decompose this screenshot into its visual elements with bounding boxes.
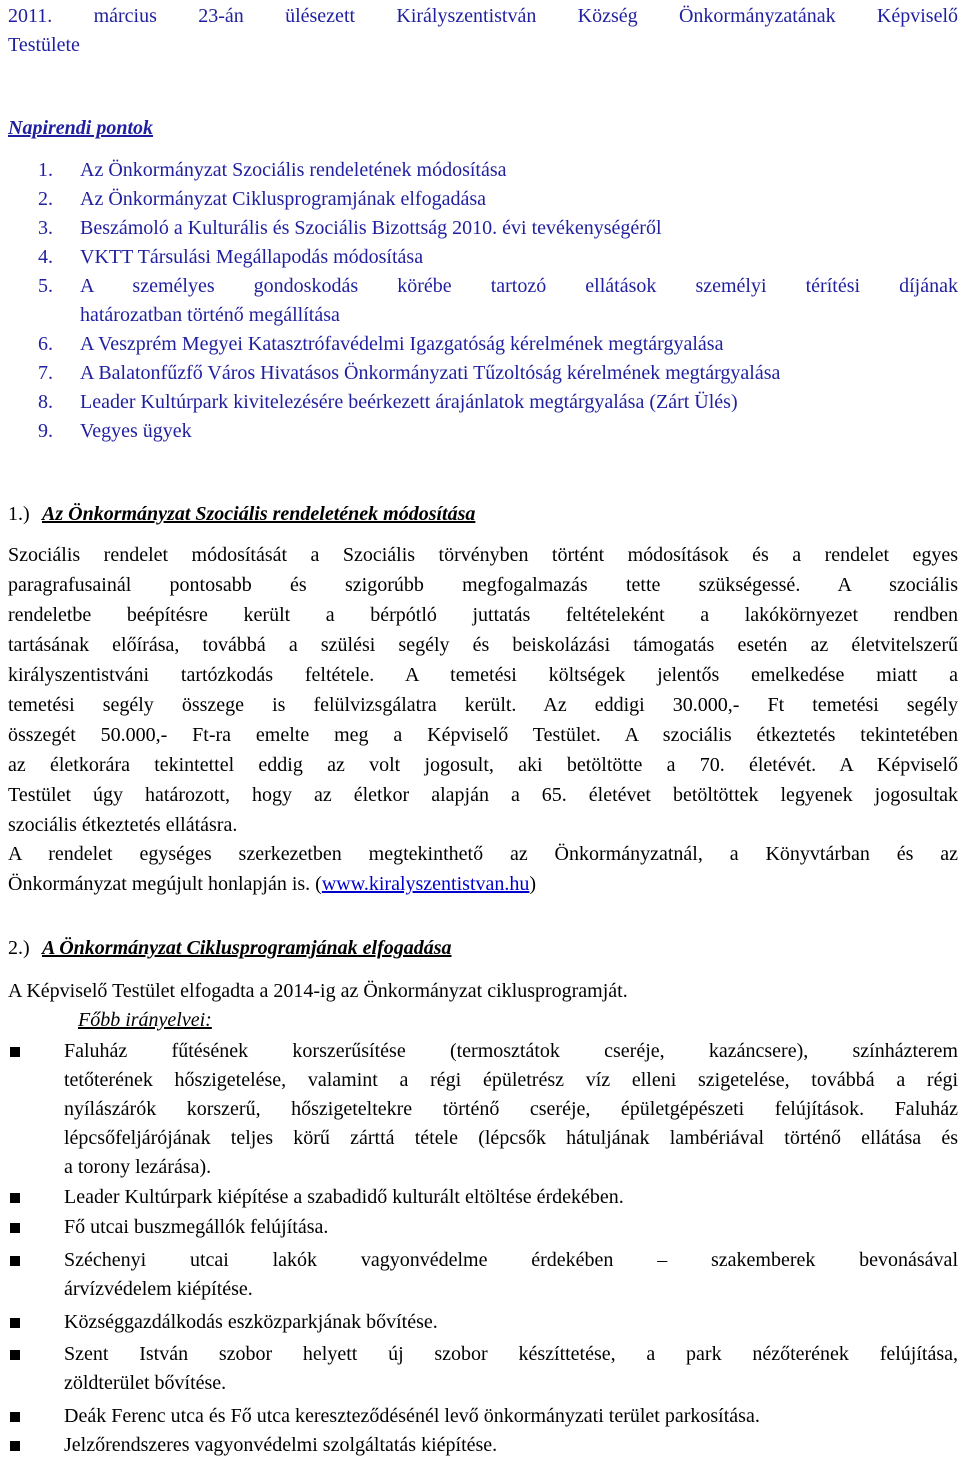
agenda-item-7: A Balatonfűzfő Város Hivatásos Önkormányzati Tűzoltóság kérelmének megtárgyalása [80, 362, 781, 384]
bullet-icon [10, 1223, 20, 1233]
section-2-intro: A Képviselő Testület elfogadta a 2014-ig az Önkormányzat ciklusprogramját. [8, 980, 628, 1002]
agenda-num-2: 2. [38, 188, 53, 210]
section-2-subheading: Főbb irányelvei: [78, 1009, 212, 1031]
section-1-para2-close: ) [529, 873, 537, 895]
section-1-line-5: királyszentistváni tartózkodás feltétele. A temetési költségek jelentős emelkedése miatt a [8, 664, 958, 686]
bullet-1-line-4: lépcsőfeljárójának teljes körű zárttá tétele (lépcsők hátuljának lambériával történő ellátása és [64, 1127, 958, 1149]
agenda-num-8: 8. [38, 391, 53, 413]
agenda-num-6: 6. [38, 333, 53, 355]
bullet-7-line-1: Deák Ferenc utca és Fő utca kereszteződésénél levő önkormányzati terület parkosítása. [64, 1405, 760, 1427]
section-2-heading: A Önkormányzat Ciklusprogramjának elfogadása [42, 937, 452, 959]
section-1-line-7: összegét 50.000,- Ft-ra emelte meg a Képviselő Testület. A szociális étkeztetés tekintetében [8, 724, 958, 746]
section-1-para2-line-2 [8, 873, 536, 896]
agenda-num-5: 5. [38, 275, 53, 297]
bullet-6-line-2: zöldterület bővítése. [64, 1372, 227, 1394]
section-1-line-6: temetési segély összege is felülvizsgálatra került. Az eddigi 30.000,- Ft temetési segély [8, 694, 958, 716]
agenda-item-3: Beszámoló a Kulturális és Szociális Bizottság 2010. évi tevékenységéről [80, 217, 662, 239]
document-title-line-2: Testülete [8, 34, 80, 56]
section-1-heading: Az Önkormányzat Szociális rendeletének módosítása [42, 503, 476, 525]
bullet-5-line-1: Községgazdálkodás eszközparkjának bővítése. [64, 1311, 438, 1333]
agenda-item-5-cont: határozatban történő megállítása [80, 304, 340, 326]
agenda-num-7: 7. [38, 362, 53, 384]
agenda-num-1: 1. [38, 159, 53, 181]
section-1-para2-text: Önkormányzat megújult honlapján is. ( [8, 873, 322, 895]
agenda-heading: Napirendi pontok [8, 117, 154, 139]
bullet-icon [10, 1412, 20, 1422]
agenda-num-3: 3. [38, 217, 53, 239]
bullet-1-line-1: Faluház fűtésének korszerűsítése (termosztátok cseréje, kazáncsere), színházterem [64, 1040, 958, 1062]
bullet-1-line-2: tetőterének hőszigetelése, valamint a régi épületrész víz elleni szigetelése, továbbá a régi [64, 1069, 958, 1091]
bullet-icon [10, 1441, 20, 1451]
section-1-line-8: az életkorára tekintettel eddig az volt jogosult, aki betöltötte a 70. életévét. A Képviselő [8, 754, 958, 776]
website-link[interactable]: www.kiralyszentistvan.hu [321, 873, 530, 895]
section-2-number: 2.) [8, 937, 30, 959]
document-title-line-1: 2011. március 23-án ülésezett Királyszentistván Község Önkormányzatának Képviselő [8, 5, 958, 27]
bullet-icon [10, 1193, 20, 1203]
bullet-2-line-1: Leader Kultúrpark kiépítése a szabadidő kulturált eltöltése érdekében. [64, 1186, 624, 1208]
section-1-line-2: paragrafusainál pontosabb és szigorúbb megfogalmazás tette szükségessé. A szociális [8, 574, 958, 596]
agenda-item-6: A Veszprém Megyei Katasztrófavédelmi Igazgatóság kérelmének megtárgyalása [80, 333, 724, 355]
bullet-8-line-1: Jelzőrendszeres vagyonvédelmi szolgáltatás kiépítése. [64, 1434, 498, 1456]
bullet-icon [10, 1350, 20, 1360]
section-1-line-1: Szociális rendelet módosítását a Szociális törvényben történt módosítások és a rendelet egyes [8, 544, 958, 566]
agenda-num-4: 4. [38, 246, 53, 268]
bullet-4-line-1: Széchenyi utcai lakók vagyonvédelme érdekében – szakemberek bevonásával [64, 1249, 958, 1271]
section-1-line-4: tartásának előírása, továbbá a szülési segély és beiskolázási támogatás esetén az életvitelszerű [8, 634, 958, 656]
agenda-item-5: A személyes gondoskodás körébe tartozó ellátások személyi térítési díjának [80, 275, 958, 297]
bullet-4-line-2: árvízvédelem kiépítése. [64, 1278, 253, 1300]
bullet-3-line-1: Fő utcai buszmegállók felújítása. [64, 1216, 329, 1238]
agenda-item-2: Az Önkormányzat Ciklusprogramjának elfogadása [80, 188, 486, 210]
agenda-item-9: Vegyes ügyek [80, 420, 192, 442]
bullet-icon [10, 1318, 20, 1328]
bullet-6-line-1: Szent István szobor helyett új szobor készíttetése, a park nézőterének felújítása, [64, 1343, 958, 1365]
agenda-item-4: VKTT Társulási Megállapodás módosítása [80, 246, 424, 268]
section-1-line-3: rendeletbe beépítésre került a bérpótló juttatás feltételeként a lakókörnyezet rendben [8, 604, 958, 626]
section-1-number: 1.) [8, 503, 30, 525]
section-1-line-10: szociális étkeztetés ellátásra. [8, 814, 238, 836]
bullet-icon [10, 1256, 20, 1266]
section-1-line-9: Testület úgy határozott, hogy az életkor alapján a 65. életévet betöltöttek legyenek jogosultak [8, 784, 958, 806]
bullet-1-line-5: a torony lezárása). [64, 1156, 212, 1178]
agenda-item-1: Az Önkormányzat Szociális rendeletének módosítása [80, 159, 507, 181]
bullet-1-line-3: nyílászárók korszerű, hőszigeteltekre történő cseréje, épületgépészeti felújítások. Faluház [64, 1098, 958, 1120]
agenda-item-8: Leader Kultúrpark kivitelezésére beérkezett árajánlatok megtárgyalása (Zárt Ülés) [80, 391, 738, 413]
section-1-para2-line-1: A rendelet egységes szerkezetben megtekinthető az Önkormányzatnál, a Könyvtárban és az [8, 843, 958, 865]
agenda-num-9: 9. [38, 420, 53, 442]
bullet-icon [10, 1047, 20, 1057]
